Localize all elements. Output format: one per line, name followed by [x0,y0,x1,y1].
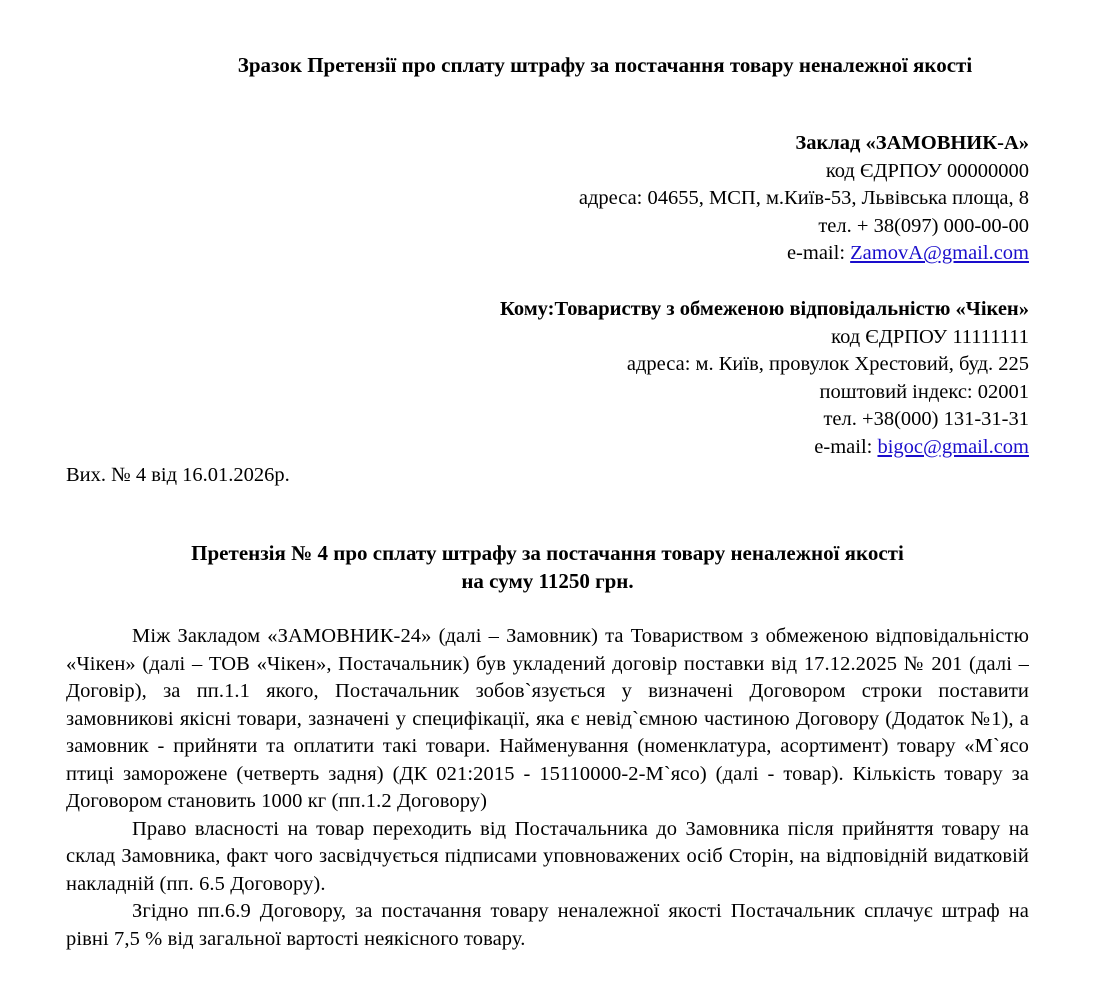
sender-phone: тел. + 38(097) 000-00-00 [818,214,1029,237]
recipient-address: адреса: м. Київ, провулок Хрестовий, буд. 225 [626,353,1029,375]
recipient-email-label: e-mail: [814,435,878,458]
sender-edrpou: код ЄДРПОУ 00000000 [825,159,1029,182]
sender-email-link[interactable]: ZamovA@gmail.com [850,242,1029,264]
sender-address: адреса: 04655, МСП, м.Київ-53, Львівська площа, 8 [578,187,1029,209]
recipient-block [500,296,1029,461]
claim-title-line-1: Претензія № 4 про сплату штрафу за постачання товару неналежної якості [191,541,904,565]
outgoing-number: Вих. № 4 від 16.01.2026р. [66,464,290,486]
body-paragraph-2: Право власності на товар переходить від Постачальника до Замовника після прийняття товару на склад Замовника, факт чого засвідчується підписами уповноважених осіб Сторін, на відповідній видатковій накладній (пп. 6.5 Договору). [66,817,1029,895]
recipient-edrpou: код ЄДРПОУ 11111111 [831,325,1029,348]
sender-block [579,130,1029,268]
sender-email-label: e-mail: [786,242,851,264]
recipient-phone: тел. +38(000) 131-31-31 [823,408,1029,430]
claim-title-line-2: на суму 11250 грн. [461,569,634,593]
claim-body [66,623,1029,953]
sender-name: Заклад «ЗАМОВНИК-А» [795,132,1029,154]
body-paragraph-3: Згідно пп.6.9 Договору, за постачання товару неналежної якості Постачальник сплачує штраф на рівні 7,5 % від загальної вартості неякісного товару. [66,900,1029,950]
recipient-email-link[interactable]: bigoc@gmail.com [877,435,1029,458]
recipient-postal: поштовий індекс: 02001 [819,380,1029,403]
claim-title [66,540,1029,596]
body-paragraph-1: Між Закладом «ЗАМОВНИК-24» (далі – Замовник) та Товариством з обмеженою відповідальністю «Чікен» (далі – ТОВ «Чікен», Постачальник) був укладений договір поставки від 17.12.2025 № 201 (далі – Договір), за пп.1.1 якого, Постачальник зобов`язується у визначені Договором строки поставити замовникові якісні товари, зазначені у специфікації, яка є невід`ємною частиною Договору (Додаток №1), а замовник - прийняти та оплатити такі товари. Найменування (номенклатура, асортимент) товару «М`ясо птиці заморожене (четверть задня) (ДК 021:2015 - 15110000-2-М`ясо) (далі - товар). Кількість товару за Договором становить 1000 кг (пп.1.2 Договору) [66,625,1029,812]
document-title: Зразок Претензії про сплату штрафу за постачання товару неналежної якості [237,53,973,77]
recipient-name: Кому:Товариству з обмеженою відповідальністю «Чікен» [500,298,1029,320]
sender-email-line [579,240,1029,268]
recipient-email-line [500,434,1029,462]
